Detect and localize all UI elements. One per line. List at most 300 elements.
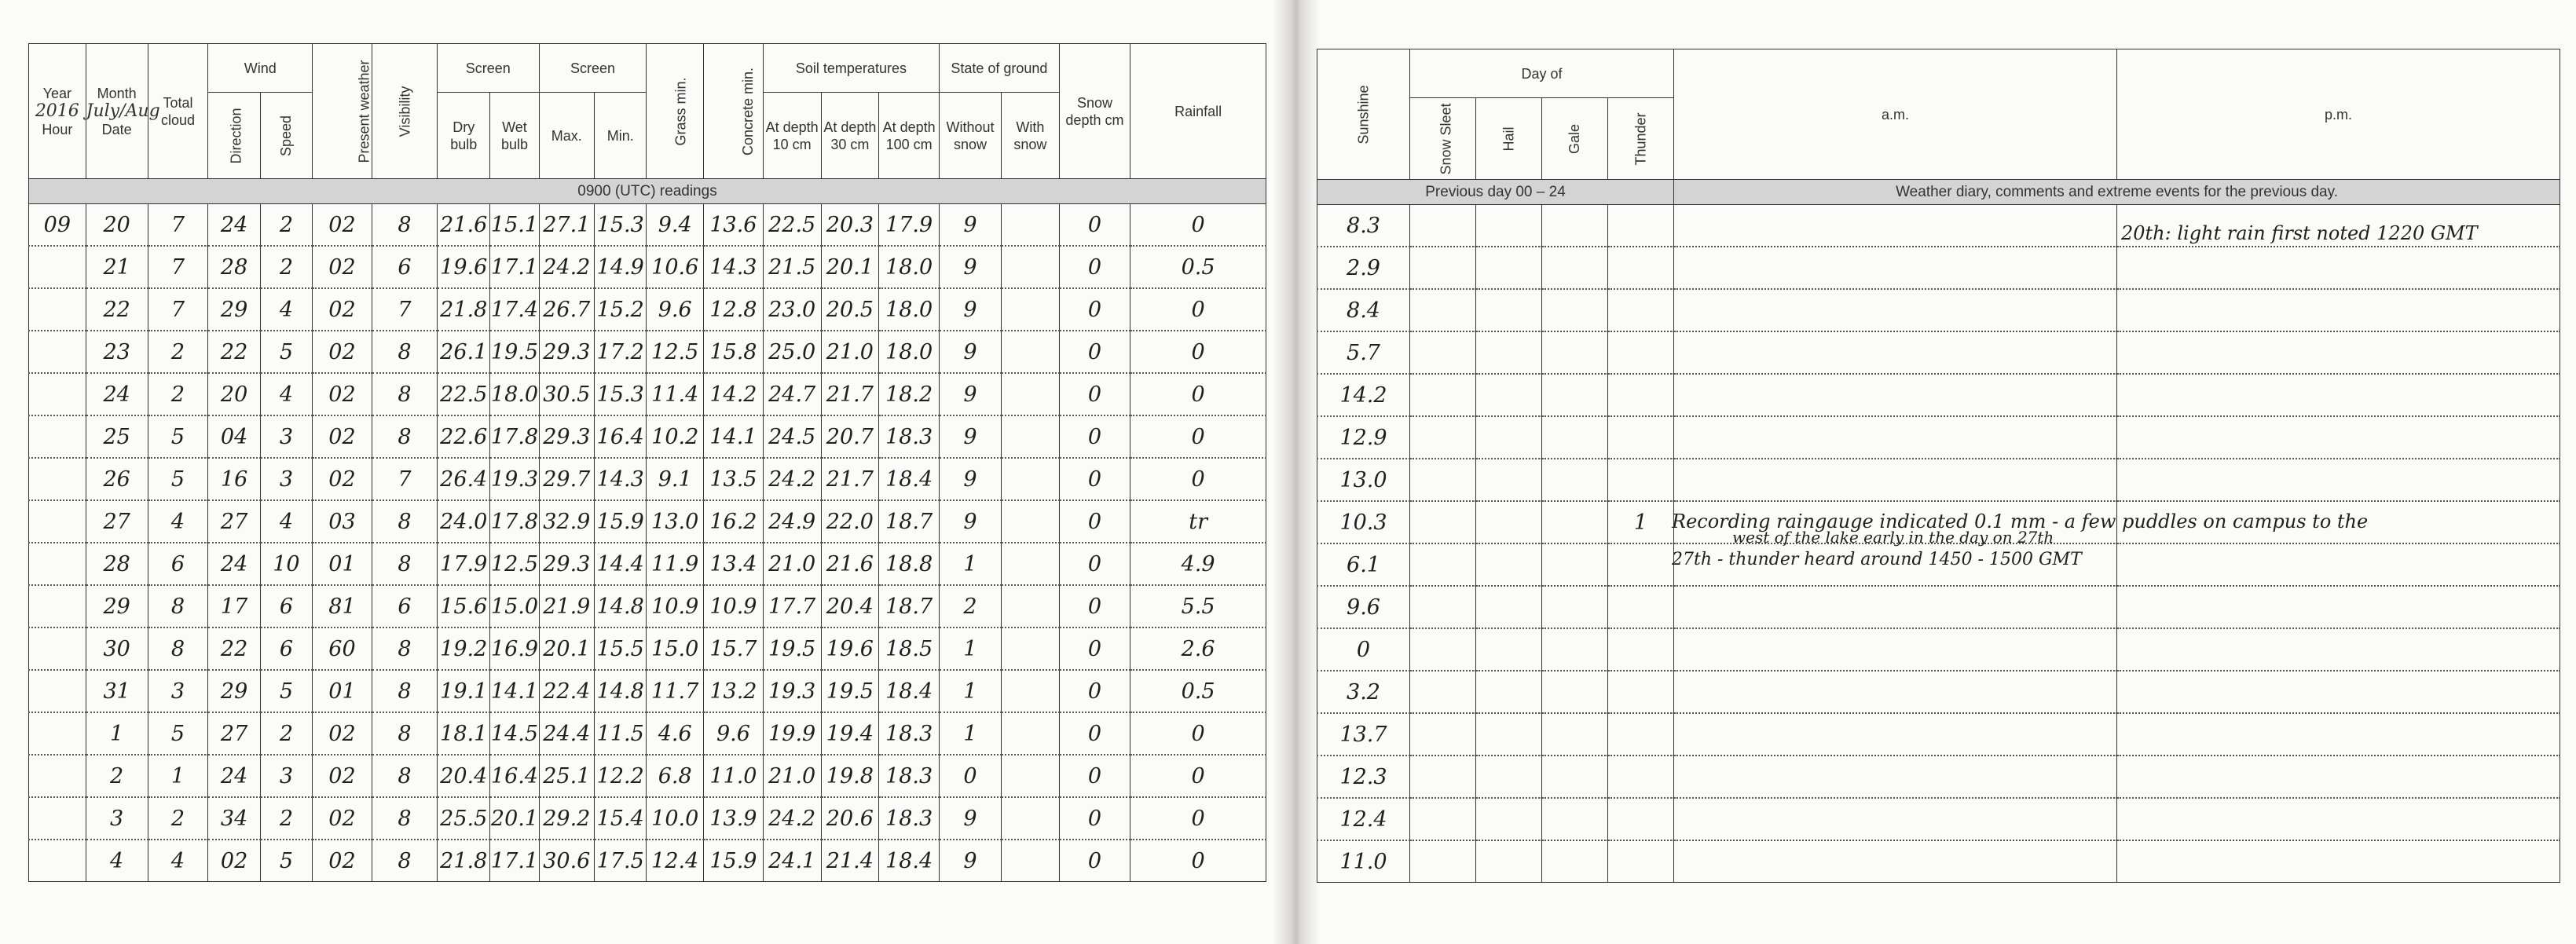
left-row — [29, 204, 1266, 247]
right-cell — [1608, 247, 1674, 289]
right-cell — [1674, 628, 2117, 671]
left-cell — [1002, 288, 1060, 331]
left-cell: 7 — [372, 288, 437, 331]
left-cell: 9 — [940, 204, 1002, 247]
left-cell — [1002, 712, 1060, 755]
left-cell: 02 — [313, 204, 372, 247]
am-header: a.m. — [1674, 49, 2117, 180]
right-cell — [1608, 840, 1674, 883]
left-cell: 17.8 — [490, 500, 539, 543]
left-cell: 0 — [1130, 373, 1266, 415]
visibility-header — [372, 44, 437, 179]
right-cell — [1410, 374, 1476, 416]
left-cell: 21.0 — [763, 543, 821, 585]
right-cell — [1410, 713, 1476, 756]
right-cell — [1674, 374, 2117, 416]
diary-band: Weather diary, comments and extreme events for the previous day. — [1674, 180, 2560, 205]
right-cell — [1476, 331, 1542, 374]
left-cell: 21.5 — [763, 246, 821, 288]
left-cell: 12.4 — [647, 840, 704, 882]
right-cell — [1410, 289, 1476, 331]
diary-note-thunder: 27th - thunder heard around 1450 - 1500 GMT — [1672, 550, 2082, 569]
right-cell — [1410, 459, 1476, 501]
left-cell: 34 — [208, 797, 260, 840]
left-cell: 0 — [1059, 246, 1130, 288]
right-cell — [1674, 713, 2117, 756]
visibility-label: Visibility — [396, 86, 412, 137]
max-header: Max. — [539, 93, 595, 179]
right-cell — [1476, 205, 1542, 247]
left-cell: 0 — [1130, 204, 1266, 247]
left-cell: 0 — [1130, 840, 1266, 882]
diary-note-light-rain: 20th: light rain first noted 1220 GMT — [2121, 222, 2478, 244]
left-cell: 4.6 — [647, 712, 704, 755]
right-cell: 1 — [1608, 501, 1674, 543]
right-cell: 8.3 — [1317, 205, 1410, 247]
wind-speed-header — [260, 93, 312, 179]
left-cell — [29, 415, 86, 458]
right-cell: 13.7 — [1317, 713, 1410, 756]
right-cell — [1608, 756, 1674, 798]
speed-label: Speed — [278, 115, 295, 156]
right-cell — [1608, 586, 1674, 628]
left-cell: 0 — [1059, 543, 1130, 585]
diary-note-west-of-lake: west of the lake early in the day on 27th — [1732, 528, 2054, 547]
left-cell: 30.5 — [539, 373, 595, 415]
left-cell: 13.5 — [704, 458, 764, 500]
left-cell: 18.3 — [879, 712, 940, 755]
left-cell: 17.9 — [879, 204, 940, 247]
left-cell — [1002, 755, 1060, 797]
left-cell: 18.5 — [879, 628, 940, 670]
left-cell: 1 — [940, 543, 1002, 585]
right-cell — [1674, 247, 2117, 289]
dry-bulb-header: Dry bulb — [438, 93, 490, 179]
left-cell: 20 — [86, 204, 148, 247]
left-cell: 2 — [148, 331, 208, 373]
left-cell: 22 — [86, 288, 148, 331]
left-cell: 14.8 — [595, 670, 647, 712]
left-row — [29, 415, 1266, 458]
left-cell: 24.7 — [763, 373, 821, 415]
right-cell — [1674, 798, 2117, 840]
right-cell — [1608, 459, 1674, 501]
left-cell: 0 — [1059, 204, 1130, 247]
left-cell: 15.5 — [595, 628, 647, 670]
snow-sleet-label: Snow Sleet — [1438, 102, 1454, 175]
year-value: 2016 — [35, 101, 79, 121]
right-cell: 3.2 — [1317, 671, 1410, 713]
left-cell: 29.7 — [539, 458, 595, 500]
left-cell: 0.5 — [1130, 670, 1266, 712]
right-cell — [2117, 289, 2560, 331]
total-cloud-header: Total cloud — [148, 44, 208, 179]
left-cell — [29, 543, 86, 585]
right-cell: 2.9 — [1317, 247, 1410, 289]
left-cell: 22.0 — [821, 500, 879, 543]
right-cell — [1476, 713, 1542, 756]
right-row — [1317, 840, 2560, 883]
left-cell: 24.2 — [539, 246, 595, 288]
left-cell — [29, 840, 86, 882]
left-row — [29, 797, 1266, 840]
left-cell: 2 — [86, 755, 148, 797]
left-cell: 04 — [208, 415, 260, 458]
right-cell — [1542, 628, 1608, 671]
right-cell: 11.0 — [1317, 840, 1410, 883]
concrete-min-header — [704, 44, 764, 179]
right-cell — [1476, 543, 1542, 586]
left-cell: 23 — [86, 331, 148, 373]
left-cell: 15.1 — [490, 204, 539, 247]
left-cell: 5 — [148, 458, 208, 500]
left-cell: 31 — [86, 670, 148, 712]
left-cell: 8 — [372, 755, 437, 797]
left-cell: 20 — [208, 373, 260, 415]
left-cell — [1002, 840, 1060, 882]
right-row — [1317, 628, 2560, 671]
sunshine-header — [1317, 49, 1410, 180]
left-row — [29, 373, 1266, 415]
left-cell — [1002, 458, 1060, 500]
right-cell — [1476, 671, 1542, 713]
soil-temperatures-header: Soil temperatures — [763, 44, 939, 93]
right-row — [1317, 586, 2560, 628]
right-cell — [1476, 798, 1542, 840]
left-cell: 21.9 — [539, 585, 595, 628]
left-cell: 10.6 — [647, 246, 704, 288]
left-cell: 17.1 — [490, 840, 539, 882]
left-cell: 20.5 — [821, 288, 879, 331]
left-cell: 10.0 — [647, 797, 704, 840]
left-cell: 18.3 — [879, 755, 940, 797]
left-cell: 60 — [313, 628, 372, 670]
left-cell: 8 — [372, 628, 437, 670]
left-cell: 9 — [940, 797, 1002, 840]
right-cell — [1674, 416, 2117, 459]
left-cell: 2 — [260, 797, 312, 840]
left-cell: 5.5 — [1130, 585, 1266, 628]
left-row — [29, 585, 1266, 628]
left-cell: 15.0 — [647, 628, 704, 670]
left-cell: 27.1 — [539, 204, 595, 247]
left-cell: 18.3 — [879, 797, 940, 840]
left-cell: 10.9 — [647, 585, 704, 628]
right-row — [1317, 671, 2560, 713]
soil-30cm-header: At depth 30 cm — [821, 93, 879, 179]
left-cell: 5 — [260, 331, 312, 373]
right-cell — [1476, 756, 1542, 798]
left-cell: 0 — [1059, 628, 1130, 670]
left-cell: 24.4 — [539, 712, 595, 755]
left-cell: 18.0 — [879, 288, 940, 331]
left-cell: 2 — [148, 797, 208, 840]
left-cell: 18.4 — [879, 458, 940, 500]
left-cell: 21.6 — [438, 204, 490, 247]
left-cell: 19.5 — [490, 331, 539, 373]
right-cell — [1608, 628, 1674, 671]
left-cell: 12.5 — [490, 543, 539, 585]
date-label: Date — [101, 121, 132, 137]
left-cell: 17.9 — [438, 543, 490, 585]
left-cell: 15.2 — [595, 288, 647, 331]
left-cell — [29, 373, 86, 415]
left-cell: 22.5 — [438, 373, 490, 415]
left-cell: 20.3 — [821, 204, 879, 247]
left-cell — [29, 246, 86, 288]
left-cell: 3 — [86, 797, 148, 840]
state-of-ground-header: State of ground — [940, 44, 1060, 93]
left-cell: 81 — [313, 585, 372, 628]
left-cell: 18.1 — [438, 712, 490, 755]
left-cell: 6 — [260, 585, 312, 628]
left-cell: 14.5 — [490, 712, 539, 755]
left-cell: 15.8 — [704, 331, 764, 373]
left-cell — [29, 628, 86, 670]
left-cell: 0 — [1059, 712, 1130, 755]
left-cell: 02 — [313, 755, 372, 797]
right-cell — [2117, 671, 2560, 713]
soil-10cm-header: At depth 10 cm — [763, 93, 821, 179]
left-cell: 24.0 — [438, 500, 490, 543]
left-cell: 8 — [372, 204, 437, 247]
left-cell: 0 — [1059, 288, 1130, 331]
left-cell: 30.6 — [539, 840, 595, 882]
right-cell — [1542, 289, 1608, 331]
readings-body — [29, 204, 1266, 882]
right-cell — [1410, 586, 1476, 628]
left-cell: 3 — [260, 415, 312, 458]
left-cell: 20.6 — [821, 797, 879, 840]
right-cell — [1674, 459, 2117, 501]
left-cell: 0 — [1059, 670, 1130, 712]
left-cell: 22.5 — [763, 204, 821, 247]
left-cell: 17.8 — [490, 415, 539, 458]
left-cell: 10.9 — [704, 585, 764, 628]
left-cell: 8 — [372, 543, 437, 585]
right-cell — [1674, 840, 2117, 883]
left-cell: 2 — [260, 204, 312, 247]
right-row — [1317, 247, 2560, 289]
left-cell: 18.0 — [879, 246, 940, 288]
left-cell: 24.1 — [763, 840, 821, 882]
left-cell: 21.8 — [438, 288, 490, 331]
left-cell: 29 — [208, 670, 260, 712]
left-cell: 2 — [260, 246, 312, 288]
right-cell: 12.9 — [1317, 416, 1410, 459]
left-cell: 02 — [313, 415, 372, 458]
right-cell — [2117, 543, 2560, 586]
left-cell: 5 — [260, 670, 312, 712]
right-row — [1317, 416, 2560, 459]
left-cell: 9.4 — [647, 204, 704, 247]
left-cell: 11.5 — [595, 712, 647, 755]
right-cell — [1476, 840, 1542, 883]
left-cell: 22 — [208, 331, 260, 373]
right-cell — [2117, 586, 2560, 628]
left-row — [29, 331, 1266, 373]
left-cell: 6 — [372, 585, 437, 628]
left-cell: 29.2 — [539, 797, 595, 840]
right-cell: 9.6 — [1317, 586, 1410, 628]
left-cell: 6.8 — [647, 755, 704, 797]
right-cell — [1476, 374, 1542, 416]
left-cell: 1 — [148, 755, 208, 797]
left-cell: 8 — [372, 500, 437, 543]
right-cell — [1476, 416, 1542, 459]
right-cell — [1542, 416, 1608, 459]
left-cell — [29, 288, 86, 331]
right-cell — [1410, 331, 1476, 374]
left-row — [29, 712, 1266, 755]
left-cell: 9 — [940, 840, 1002, 882]
left-cell: 24.2 — [763, 458, 821, 500]
left-cell: 9 — [940, 331, 1002, 373]
left-cell: 2 — [940, 585, 1002, 628]
right-cell — [1542, 501, 1608, 543]
left-cell: 26 — [86, 458, 148, 500]
left-row — [29, 840, 1266, 882]
left-cell: 14.3 — [595, 458, 647, 500]
left-cell: 24.2 — [763, 797, 821, 840]
hail-header — [1476, 98, 1542, 180]
previous-day-band: Previous day 00 – 24 — [1317, 180, 1674, 205]
daily-readings-table — [28, 43, 1266, 882]
year-label: Year — [42, 85, 71, 101]
left-cell: tr — [1130, 500, 1266, 543]
left-cell: 19.5 — [763, 628, 821, 670]
left-cell: 19.6 — [438, 246, 490, 288]
left-cell: 3 — [260, 458, 312, 500]
left-cell: 0 — [1059, 458, 1130, 500]
left-cell — [1002, 331, 1060, 373]
left-cell: 25.5 — [438, 797, 490, 840]
left-cell — [29, 500, 86, 543]
pm-header: p.m. — [2117, 49, 2560, 180]
left-cell: 26.7 — [539, 288, 595, 331]
left-cell: 6 — [372, 246, 437, 288]
left-cell: 02 — [313, 797, 372, 840]
left-cell: 4.9 — [1130, 543, 1266, 585]
left-cell: 19.5 — [821, 670, 879, 712]
right-row — [1317, 374, 2560, 416]
left-cell: 9.6 — [647, 288, 704, 331]
left-cell: 4 — [260, 500, 312, 543]
left-cell: 0 — [1130, 415, 1266, 458]
left-cell: 8 — [372, 331, 437, 373]
left-cell — [29, 458, 86, 500]
left-cell: 8 — [372, 712, 437, 755]
left-cell: 8 — [372, 670, 437, 712]
month-label: Month — [97, 85, 137, 101]
left-cell: 12.5 — [647, 331, 704, 373]
left-row — [29, 288, 1266, 331]
left-cell: 09 — [29, 204, 86, 247]
left-cell: 18.0 — [490, 373, 539, 415]
right-cell — [1674, 671, 2117, 713]
left-cell: 02 — [313, 840, 372, 882]
right-cell: 13.0 — [1317, 459, 1410, 501]
left-cell: 2 — [260, 712, 312, 755]
left-cell: 5 — [148, 712, 208, 755]
left-cell — [29, 670, 86, 712]
left-cell: 13.9 — [704, 797, 764, 840]
left-cell: 02 — [313, 331, 372, 373]
hail-label: Hail — [1501, 126, 1517, 152]
right-cell — [1608, 416, 1674, 459]
left-cell: 28 — [86, 543, 148, 585]
left-cell: 18.4 — [879, 840, 940, 882]
right-row — [1317, 713, 2560, 756]
right-cell: 6.1 — [1317, 543, 1410, 586]
left-cell: 14.1 — [704, 415, 764, 458]
concrete-min-label: Concrete min. — [740, 67, 757, 156]
left-cell: 0 — [1059, 331, 1130, 373]
left-cell: 19.1 — [438, 670, 490, 712]
left-cell: 03 — [313, 500, 372, 543]
left-cell: 18.8 — [879, 543, 940, 585]
left-cell: 25.1 — [539, 755, 595, 797]
right-cell — [1410, 798, 1476, 840]
left-row — [29, 246, 1266, 288]
right-cell — [1608, 671, 1674, 713]
hour-label: Hour — [42, 121, 73, 137]
left-cell: 8 — [372, 797, 437, 840]
left-cell: 13.2 — [704, 670, 764, 712]
left-cell: 15.0 — [490, 585, 539, 628]
left-cell: 24 — [86, 373, 148, 415]
right-row — [1317, 331, 2560, 374]
left-cell: 18.7 — [879, 500, 940, 543]
screen-header-1: Screen — [438, 44, 540, 93]
left-cell: 4 — [260, 373, 312, 415]
month-date-header — [86, 44, 160, 179]
left-row — [29, 628, 1266, 670]
left-cell: 1 — [940, 712, 1002, 755]
left-cell: 19.6 — [821, 628, 879, 670]
right-cell — [1410, 756, 1476, 798]
wind-direction-header — [208, 93, 260, 179]
right-cell — [1542, 586, 1608, 628]
left-cell: 0 — [1059, 500, 1130, 543]
left-cell: 14.1 — [490, 670, 539, 712]
left-cell: 21.7 — [821, 373, 879, 415]
left-cell: 29.3 — [539, 543, 595, 585]
right-cell — [2117, 756, 2560, 798]
left-cell: 9 — [940, 373, 1002, 415]
left-cell: 25.0 — [763, 331, 821, 373]
left-cell: 19.8 — [821, 755, 879, 797]
left-cell: 16.4 — [595, 415, 647, 458]
present-weather-label: Present weather — [356, 59, 372, 163]
left-cell: 0 — [1059, 373, 1130, 415]
left-cell: 9 — [940, 246, 1002, 288]
left-cell: 18.0 — [879, 331, 940, 373]
left-cell: 2.6 — [1130, 628, 1266, 670]
right-cell — [1674, 331, 2117, 374]
soil-100cm-header: At depth 100 cm — [879, 93, 940, 179]
right-cell: 14.2 — [1317, 374, 1410, 416]
left-cell — [29, 755, 86, 797]
left-cell: 8 — [372, 840, 437, 882]
left-cell: 21.4 — [821, 840, 879, 882]
left-cell: 0 — [1130, 331, 1266, 373]
right-cell — [1542, 713, 1608, 756]
left-cell: 18.4 — [879, 670, 940, 712]
left-cell — [1002, 670, 1060, 712]
left-row — [29, 543, 1266, 585]
left-cell: 02 — [313, 712, 372, 755]
